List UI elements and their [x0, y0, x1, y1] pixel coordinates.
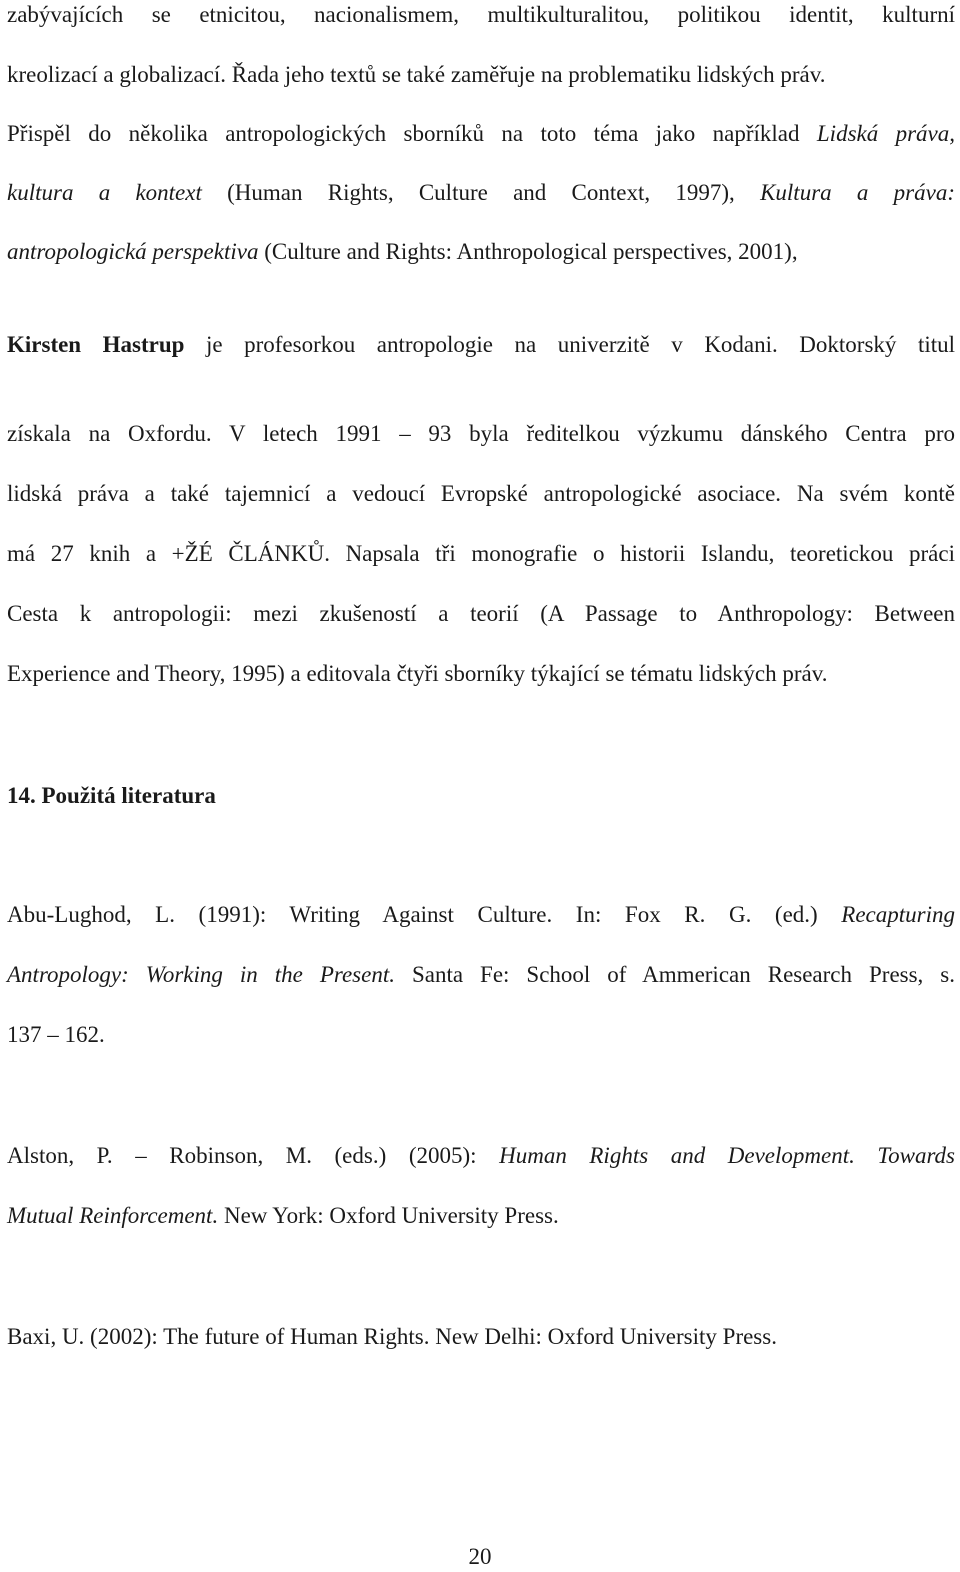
paragraph-line: [7, 178, 955, 208]
paragraph-line: [7, 599, 955, 629]
paragraph-line: [7, 330, 955, 360]
paragraph-line: [7, 539, 955, 569]
paragraph-line: [7, 0, 955, 30]
paragraph-line: [7, 659, 955, 689]
book-title: Recapturing: [841, 902, 955, 927]
book-title: Kultura a práva:: [760, 180, 955, 205]
paragraph-line: [7, 479, 955, 509]
text: Alston, P. – Robinson, M. (eds.) (2005):: [7, 1143, 500, 1168]
text: je profesorkou antropologie na univerzitě v Kodani. Doktorský titul: [184, 332, 956, 357]
text: má 27 knih a +ŽÉ ČLÁNKŮ. Napsala tři monografie o historii Islandu, teoretickou práci: [7, 541, 955, 566]
page-number: 20: [468, 1544, 492, 1569]
paragraph-line: [7, 60, 955, 90]
book-title: Human Rights and Development. Towards: [499, 1143, 955, 1168]
text: Přispěl do několika antropologických sborníků na toto téma jako například: [7, 121, 817, 146]
text: 137 – 162.: [7, 1022, 105, 1047]
book-title: Lidská práva,: [816, 121, 956, 146]
text: New York: Oxford University Press.: [218, 1203, 559, 1228]
paragraph-line: [7, 419, 955, 449]
text: (Human Rights, Culture and Context, 1997),: [201, 180, 761, 205]
text: Abu-Lughod, L. (1991): Writing Against Culture. In: Fox R. G. (ed.): [7, 902, 842, 927]
person-name: Kirsten Hastrup: [7, 332, 185, 357]
book-title: kultura a kontext: [7, 180, 202, 205]
paragraph-line: [7, 237, 955, 267]
text: zabývajících se etnicitou, nacionalismem, multikulturalitou, politikou identit, kulturní: [7, 2, 955, 27]
text: Baxi, U. (2002): The future of Human Rights. New Delhi: Oxford University Press.: [7, 1324, 777, 1349]
reference-line: [7, 1201, 955, 1231]
text: Cesta k antropologii: mezi zkušeností a teorií (A Passage to Anthropology: Between: [7, 601, 955, 626]
text: lidská práva a také tajemnicí a vedoucí Evropské antropologické asociace. Na svém kontě: [7, 481, 955, 506]
text: (Culture and Rights: Anthropological perspectives, 2001),: [258, 239, 798, 264]
heading-text: 14. Použitá literatura: [7, 783, 216, 808]
section-heading: [7, 781, 955, 811]
text: získala na Oxfordu. V letech 1991 – 93 byla ředitelkou výzkumu dánského Centra pro: [7, 421, 955, 446]
reference-line: [7, 1141, 955, 1171]
paragraph-line: [7, 119, 955, 149]
reference-line: [7, 1322, 955, 1352]
book-title: antropologická perspektiva: [7, 239, 259, 264]
reference-line: [7, 1020, 955, 1050]
reference-line: [7, 900, 955, 930]
book-title: Antropology: Working in the Present.: [7, 962, 395, 987]
reference-line: [7, 960, 955, 990]
book-title: Mutual Reinforcement.: [7, 1203, 219, 1228]
text: Experience and Theory, 1995) a editovala čtyři sborníky týkající se tématu lidských práv.: [7, 661, 828, 686]
text: kreolizací a globalizací. Řada jeho textů se také zaměřuje na problematiku lidských práv.: [7, 62, 826, 87]
text: Santa Fe: School of Ammerican Research Press, s.: [394, 962, 955, 987]
